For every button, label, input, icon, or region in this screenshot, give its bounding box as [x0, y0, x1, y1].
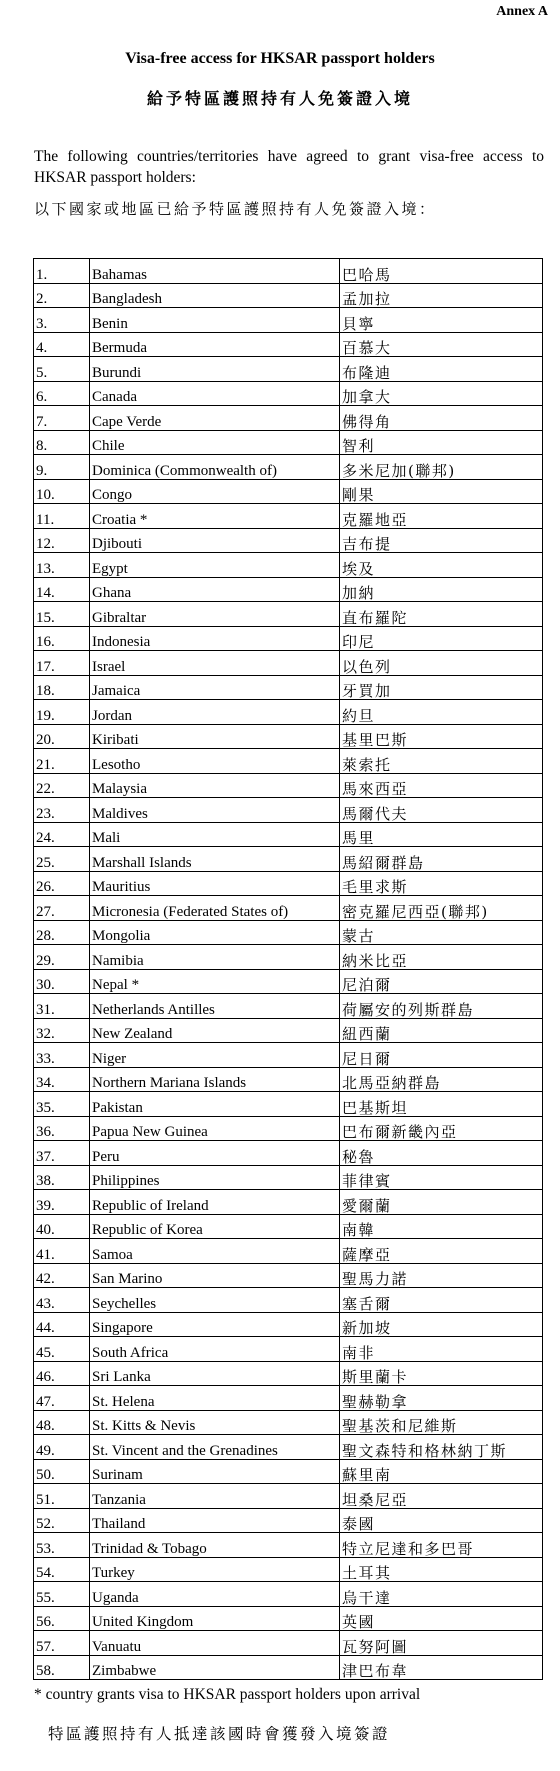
table-row — [34, 1557, 543, 1582]
country-name-zh: 智利 — [340, 430, 543, 455]
country-name-en: Surinam — [90, 1459, 340, 1484]
country-name-zh: 密克羅尼西亞(聯邦) — [340, 896, 543, 921]
intro-paragraph: The following countries/territories have agreed to grant visa-free access to HKSAR passport holders: — [34, 148, 544, 186]
country-name-en: Jamaica — [90, 675, 340, 700]
row-number: 57. — [34, 1631, 90, 1656]
row-number: 47. — [34, 1386, 90, 1411]
row-number: 44. — [34, 1312, 90, 1337]
table-row — [34, 626, 543, 651]
table-row — [34, 822, 543, 847]
country-name-en: Tanzania — [90, 1484, 340, 1509]
country-name-en: Zimbabwe — [90, 1655, 340, 1680]
country-name-zh: 孟加拉 — [340, 283, 543, 308]
country-name-zh: 埃及 — [340, 553, 543, 578]
country-name-en: Indonesia — [90, 626, 340, 651]
row-number: 15. — [34, 602, 90, 627]
table-row — [34, 577, 543, 602]
row-number: 58. — [34, 1655, 90, 1680]
country-name-en: Trinidad & Tobago — [90, 1533, 340, 1558]
country-name-en: Turkey — [90, 1557, 340, 1582]
table-row — [34, 773, 543, 798]
row-number: 9. — [34, 455, 90, 480]
country-name-zh: 布隆迪 — [340, 357, 543, 382]
row-number: 6. — [34, 381, 90, 406]
country-name-en: Croatia * — [90, 504, 340, 529]
table-row — [34, 896, 543, 921]
country-name-zh: 英國 — [340, 1606, 543, 1631]
country-name-zh: 尼日爾 — [340, 1043, 543, 1068]
page-title: Visa-free access for HKSAR passport holders — [125, 50, 435, 67]
row-number: 3. — [34, 308, 90, 333]
row-number: 27. — [34, 896, 90, 921]
table-row — [34, 1092, 543, 1117]
country-table — [33, 258, 543, 1680]
row-number: 55. — [34, 1582, 90, 1607]
row-number: 14. — [34, 577, 90, 602]
country-name-zh: 馬紹爾群島 — [340, 847, 543, 872]
row-number: 46. — [34, 1361, 90, 1386]
row-number: 48. — [34, 1410, 90, 1435]
table-row — [34, 1239, 543, 1264]
country-name-zh: 以色列 — [340, 651, 543, 676]
country-name-zh: 馬爾代夫 — [340, 798, 543, 823]
row-number: 42. — [34, 1263, 90, 1288]
table-row — [34, 1361, 543, 1386]
row-number: 39. — [34, 1190, 90, 1215]
row-number: 4. — [34, 332, 90, 357]
row-number: 35. — [34, 1092, 90, 1117]
country-name-en: Congo — [90, 479, 340, 504]
country-name-en: Peru — [90, 1141, 340, 1166]
country-name-zh: 聖馬力諾 — [340, 1263, 543, 1288]
table-row — [34, 504, 543, 529]
row-number: 45. — [34, 1337, 90, 1362]
table-row — [34, 259, 543, 284]
row-number: 5. — [34, 357, 90, 382]
country-name-zh: 秘魯 — [340, 1141, 543, 1166]
country-name-zh: 北馬亞納群島 — [340, 1067, 543, 1092]
row-number: 49. — [34, 1435, 90, 1460]
table-row — [34, 479, 543, 504]
country-name-en: Samoa — [90, 1239, 340, 1264]
row-number: 13. — [34, 553, 90, 578]
row-number: 24. — [34, 822, 90, 847]
country-name-en: Bermuda — [90, 332, 340, 357]
row-number: 37. — [34, 1141, 90, 1166]
table-row — [34, 749, 543, 774]
country-name-en: Micronesia (Federated States of) — [90, 896, 340, 921]
country-name-en: Bangladesh — [90, 283, 340, 308]
country-name-en: Thailand — [90, 1508, 340, 1533]
row-number: 50. — [34, 1459, 90, 1484]
country-name-zh: 烏干達 — [340, 1582, 543, 1607]
row-number: 10. — [34, 479, 90, 504]
row-number: 33. — [34, 1043, 90, 1068]
row-number: 28. — [34, 920, 90, 945]
country-name-zh: 菲律賓 — [340, 1165, 543, 1190]
intro-paragraph-chinese: 以下國家或地區已給予特區護照持有人免簽證入境： — [34, 200, 437, 218]
footnote-chinese: 特區護照持有人抵達該國時會獲發入境簽證 — [48, 1725, 391, 1743]
country-name-en: Bahamas — [90, 259, 340, 284]
table-row — [34, 1337, 543, 1362]
country-name-zh: 薩摩亞 — [340, 1239, 543, 1264]
row-number: 56. — [34, 1606, 90, 1631]
country-name-zh: 多米尼加(聯邦) — [340, 455, 543, 480]
row-number: 53. — [34, 1533, 90, 1558]
row-number: 7. — [34, 406, 90, 431]
country-name-zh: 土耳其 — [340, 1557, 543, 1582]
table-row — [34, 332, 543, 357]
country-name-en: Papua New Guinea — [90, 1116, 340, 1141]
country-name-zh: 瓦努阿圖 — [340, 1631, 543, 1656]
country-name-en: St. Vincent and the Grenadines — [90, 1435, 340, 1460]
table-row — [34, 308, 543, 333]
country-name-en: Burundi — [90, 357, 340, 382]
table-row — [34, 1312, 543, 1337]
table-row — [34, 283, 543, 308]
country-name-zh: 巴布爾新畿內亞 — [340, 1116, 543, 1141]
row-number: 17. — [34, 651, 90, 676]
row-number: 22. — [34, 773, 90, 798]
country-name-zh: 馬里 — [340, 822, 543, 847]
row-number: 40. — [34, 1214, 90, 1239]
row-number: 29. — [34, 945, 90, 970]
country-name-zh: 尼泊爾 — [340, 969, 543, 994]
row-number: 51. — [34, 1484, 90, 1509]
row-number: 21. — [34, 749, 90, 774]
country-name-zh: 約旦 — [340, 700, 543, 725]
table-row — [34, 602, 543, 627]
table-row — [34, 1459, 543, 1484]
table-row — [34, 455, 543, 480]
country-name-zh: 基里巴斯 — [340, 724, 543, 749]
country-name-zh: 蒙古 — [340, 920, 543, 945]
country-name-zh: 直布羅陀 — [340, 602, 543, 627]
table-row — [34, 1410, 543, 1435]
country-name-zh: 聖赫勒拿 — [340, 1386, 543, 1411]
country-name-en: Ghana — [90, 577, 340, 602]
country-name-zh: 新加坡 — [340, 1312, 543, 1337]
country-name-zh: 剛果 — [340, 479, 543, 504]
country-name-en: Sri Lanka — [90, 1361, 340, 1386]
country-name-en: Republic of Ireland — [90, 1190, 340, 1215]
country-name-en: Gibraltar — [90, 602, 340, 627]
table-row — [34, 724, 543, 749]
row-number: 26. — [34, 871, 90, 896]
table-row — [34, 969, 543, 994]
table-row — [34, 1631, 543, 1656]
country-name-en: St. Helena — [90, 1386, 340, 1411]
country-name-zh: 佛得角 — [340, 406, 543, 431]
country-name-en: Singapore — [90, 1312, 340, 1337]
table-row — [34, 381, 543, 406]
country-name-zh: 蘇里南 — [340, 1459, 543, 1484]
table-row — [34, 1606, 543, 1631]
country-name-zh: 牙買加 — [340, 675, 543, 700]
country-table-body — [34, 259, 543, 1680]
country-name-en: Jordan — [90, 700, 340, 725]
table-row — [34, 1067, 543, 1092]
country-name-en: Egypt — [90, 553, 340, 578]
country-name-zh: 南非 — [340, 1337, 543, 1362]
country-name-zh: 克羅地亞 — [340, 504, 543, 529]
row-number: 43. — [34, 1288, 90, 1313]
country-name-en: Mongolia — [90, 920, 340, 945]
country-name-en: Chile — [90, 430, 340, 455]
row-number: 16. — [34, 626, 90, 651]
table-row — [34, 651, 543, 676]
table-row — [34, 1165, 543, 1190]
country-name-zh: 印尼 — [340, 626, 543, 651]
row-number: 52. — [34, 1508, 90, 1533]
table-row — [34, 994, 543, 1019]
table-row — [34, 1141, 543, 1166]
country-name-en: Cape Verde — [90, 406, 340, 431]
country-name-zh: 津巴布韋 — [340, 1655, 543, 1680]
table-row — [34, 847, 543, 872]
country-name-zh: 特立尼達和多巴哥 — [340, 1533, 543, 1558]
country-name-en: Dominica (Commonwealth of) — [90, 455, 340, 480]
country-name-zh: 荷屬安的列斯群島 — [340, 994, 543, 1019]
country-name-zh: 吉布提 — [340, 528, 543, 553]
row-number: 32. — [34, 1018, 90, 1043]
country-name-en: Malaysia — [90, 773, 340, 798]
annex-label: Annex A — [496, 4, 548, 19]
table-row — [34, 1508, 543, 1533]
country-name-en: Israel — [90, 651, 340, 676]
row-number: 31. — [34, 994, 90, 1019]
table-row — [34, 1018, 543, 1043]
row-number: 38. — [34, 1165, 90, 1190]
country-name-en: Mali — [90, 822, 340, 847]
country-name-en: Seychelles — [90, 1288, 340, 1313]
country-name-en: United Kingdom — [90, 1606, 340, 1631]
country-name-en: Pakistan — [90, 1092, 340, 1117]
table-row — [34, 1214, 543, 1239]
table-row — [34, 528, 543, 553]
country-name-zh: 加納 — [340, 577, 543, 602]
table-row — [34, 1655, 543, 1680]
country-name-en: St. Kitts & Nevis — [90, 1410, 340, 1435]
country-name-en: Philippines — [90, 1165, 340, 1190]
country-name-zh: 加拿大 — [340, 381, 543, 406]
row-number: 12. — [34, 528, 90, 553]
country-name-en: Nepal * — [90, 969, 340, 994]
page-title-chinese: 給予特區護照持有人免簽證入境 — [146, 89, 413, 108]
row-number: 20. — [34, 724, 90, 749]
country-name-en: Namibia — [90, 945, 340, 970]
country-name-en: Canada — [90, 381, 340, 406]
country-name-zh: 紐西蘭 — [340, 1018, 543, 1043]
country-name-zh: 坦桑尼亞 — [340, 1484, 543, 1509]
country-name-en: Benin — [90, 308, 340, 333]
country-name-en: San Marino — [90, 1263, 340, 1288]
table-row — [34, 1533, 543, 1558]
table-row — [34, 945, 543, 970]
table-row — [34, 798, 543, 823]
table-row — [34, 1582, 543, 1607]
country-name-zh: 斯里蘭卡 — [340, 1361, 543, 1386]
table-row — [34, 700, 543, 725]
country-name-en: Northern Mariana Islands — [90, 1067, 340, 1092]
row-number: 2. — [34, 283, 90, 308]
table-row — [34, 1043, 543, 1068]
row-number: 11. — [34, 504, 90, 529]
table-row — [34, 1116, 543, 1141]
country-name-en: Lesotho — [90, 749, 340, 774]
country-name-en: Kiribati — [90, 724, 340, 749]
row-number: 25. — [34, 847, 90, 872]
row-number: 34. — [34, 1067, 90, 1092]
table-row — [34, 1484, 543, 1509]
table-row — [34, 1190, 543, 1215]
country-name-zh: 聖基茨和尼維斯 — [340, 1410, 543, 1435]
country-name-zh: 納米比亞 — [340, 945, 543, 970]
table-row — [34, 675, 543, 700]
table-row — [34, 920, 543, 945]
footnote: * country grants visa to HKSAR passport holders upon arrival — [34, 1686, 421, 1703]
country-name-en: Maldives — [90, 798, 340, 823]
country-name-zh: 百慕大 — [340, 332, 543, 357]
country-name-zh: 貝寧 — [340, 308, 543, 333]
row-number: 1. — [34, 259, 90, 284]
country-name-en: Republic of Korea — [90, 1214, 340, 1239]
table-row — [34, 1435, 543, 1460]
country-name-en: New Zealand — [90, 1018, 340, 1043]
country-name-en: South Africa — [90, 1337, 340, 1362]
table-row — [34, 1263, 543, 1288]
country-name-zh: 巴哈馬 — [340, 259, 543, 284]
country-name-zh: 聖文森特和格林納丁斯 — [340, 1435, 543, 1460]
country-name-zh: 塞舌爾 — [340, 1288, 543, 1313]
row-number: 19. — [34, 700, 90, 725]
row-number: 23. — [34, 798, 90, 823]
country-name-zh: 馬來西亞 — [340, 773, 543, 798]
table-row — [34, 1288, 543, 1313]
row-number: 18. — [34, 675, 90, 700]
country-name-en: Netherlands Antilles — [90, 994, 340, 1019]
country-name-zh: 萊索托 — [340, 749, 543, 774]
row-number: 54. — [34, 1557, 90, 1582]
row-number: 41. — [34, 1239, 90, 1264]
row-number: 30. — [34, 969, 90, 994]
country-name-zh: 愛爾蘭 — [340, 1190, 543, 1215]
country-name-en: Vanuatu — [90, 1631, 340, 1656]
country-name-zh: 南韓 — [340, 1214, 543, 1239]
country-name-en: Djibouti — [90, 528, 340, 553]
table-row — [34, 406, 543, 431]
row-number: 36. — [34, 1116, 90, 1141]
country-name-en: Marshall Islands — [90, 847, 340, 872]
country-name-en: Mauritius — [90, 871, 340, 896]
country-name-en: Uganda — [90, 1582, 340, 1607]
country-name-zh: 巴基斯坦 — [340, 1092, 543, 1117]
table-row — [34, 553, 543, 578]
table-row — [34, 430, 543, 455]
table-row — [34, 871, 543, 896]
row-number: 8. — [34, 430, 90, 455]
table-row — [34, 357, 543, 382]
country-name-zh: 泰國 — [340, 1508, 543, 1533]
country-name-en: Niger — [90, 1043, 340, 1068]
table-row — [34, 1386, 543, 1411]
country-name-zh: 毛里求斯 — [340, 871, 543, 896]
